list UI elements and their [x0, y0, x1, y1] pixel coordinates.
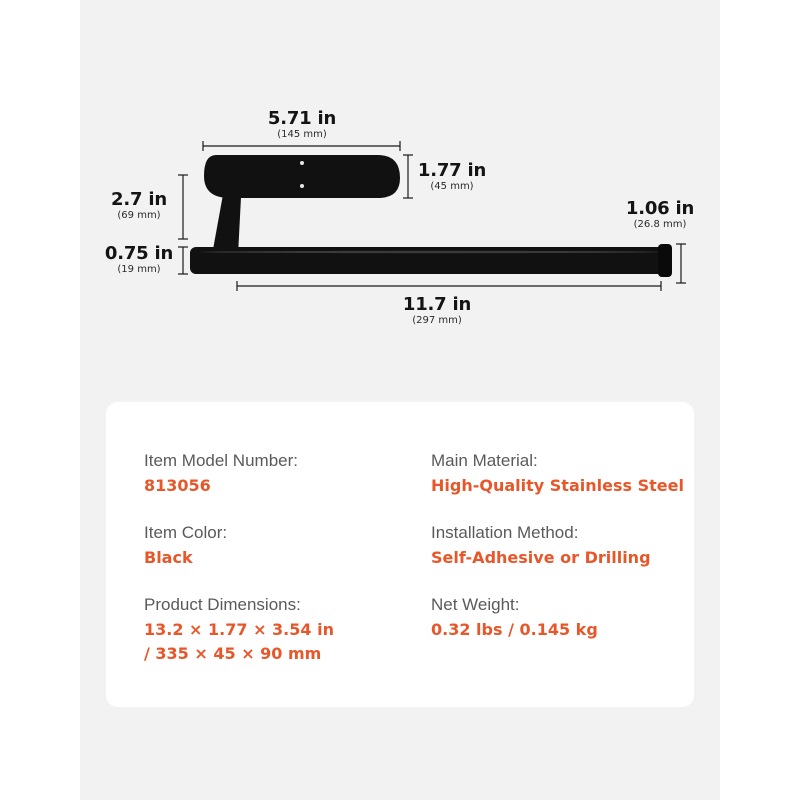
spec-model [144, 450, 298, 498]
screw-hole [300, 184, 304, 188]
depth-metric: (69 mm) [117, 210, 161, 221]
bar-length-label: 11.7 in [402, 294, 472, 315]
spec-color [144, 522, 227, 570]
end-cap [658, 244, 672, 277]
plate-height-label: 1.77 in [417, 160, 487, 181]
spec-value: 0.32 lbs / 0.145 kg [431, 620, 598, 639]
spec-value: High-Quality Stainless Steel [431, 476, 684, 495]
screw-hole [300, 161, 304, 165]
spec-installation [431, 522, 651, 570]
spec-label: Item Color: [144, 523, 228, 542]
spec-label: Installation Method: [431, 523, 579, 542]
spec-value: Self-Adhesive or Drilling [431, 548, 651, 567]
product-diagram [0, 0, 800, 360]
spec-label: Main Material: [431, 451, 538, 470]
spec-value: / 335 × 45 × 90 mm [144, 644, 322, 663]
specs-card [106, 402, 694, 707]
spec-material [431, 450, 684, 498]
spec-value: Black [144, 548, 193, 567]
spec-value: 13.2 × 1.77 × 3.54 in [144, 620, 334, 639]
end-cap-metric: (26.8 mm) [633, 219, 687, 230]
spec-value: 813056 [144, 476, 211, 495]
bar-length-metric: (297 mm) [412, 315, 462, 326]
spec-label: Item Model Number: [144, 451, 298, 470]
spec-dimensions [144, 594, 334, 666]
plate-width-label: 5.71 in [267, 108, 337, 129]
spec-label: Product Dimensions: [144, 595, 301, 614]
spec-label: Net Weight: [431, 595, 520, 614]
spec-weight [431, 594, 598, 642]
plate-height-metric: (45 mm) [430, 181, 474, 192]
end-cap-label: 1.06 in [625, 198, 695, 219]
bar-diameter-label: 0.75 in [104, 243, 174, 264]
plate-width-metric: (145 mm) [277, 129, 327, 140]
bar-diameter-metric: (19 mm) [117, 264, 161, 275]
depth-label: 2.7 in [111, 189, 167, 210]
